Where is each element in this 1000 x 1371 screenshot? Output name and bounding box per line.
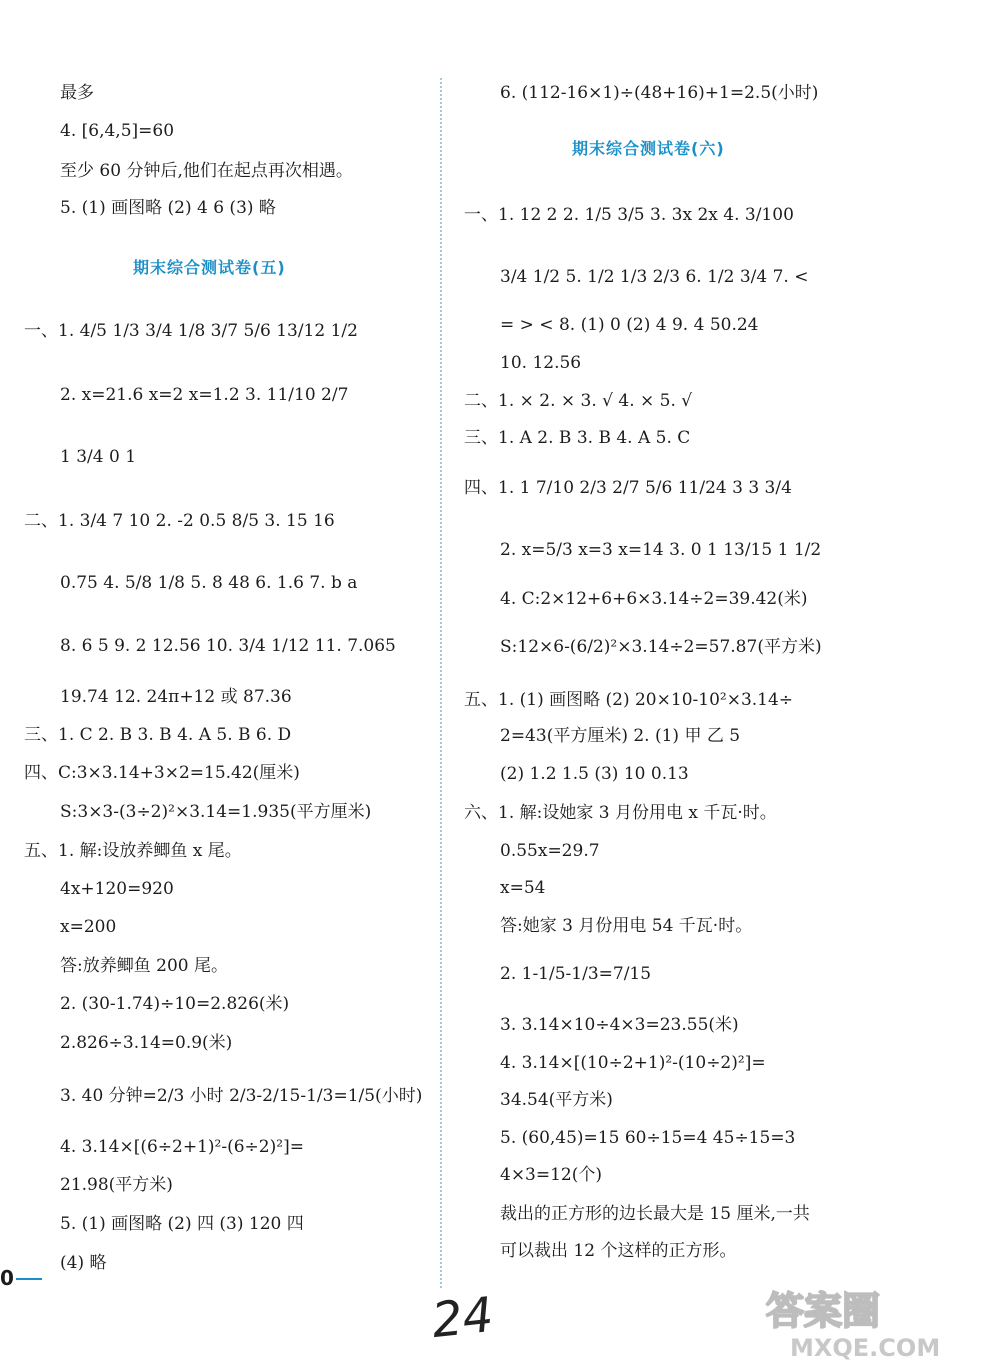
line: 19.74 12. 24π+12 或 87.36: [60, 687, 292, 707]
handwritten-page-number: 24: [429, 1286, 496, 1350]
line: 三、1. A 2. B 3. B 4. A 5. C: [464, 428, 691, 448]
line: 六、1. 解:设她家 3 月份用电 x 千瓦·时。: [464, 803, 777, 823]
line: 0.55x=29.7: [500, 841, 600, 861]
line: 3. 3.14×10÷4×3=23.55(米): [500, 1015, 739, 1035]
line: 4. [6,4,5]=60: [60, 121, 175, 141]
line: x=54: [500, 878, 546, 898]
line: 1 3/4 0 1: [60, 447, 137, 467]
line: 五、1. (1) 画图略 (2) 20×10-10²×3.14÷: [464, 690, 794, 710]
line: 2.826÷3.14=0.9(米): [60, 1033, 233, 1053]
line: x=200: [60, 917, 117, 937]
line: 五、1. 解:设放养鲫鱼 x 尾。: [24, 841, 242, 861]
line: (2) 1.2 1.5 (3) 10 0.13: [500, 764, 689, 784]
line: 3. 40 分钟=2/3 小时 2/3-2/15-1/3=1/5(小时): [60, 1086, 423, 1106]
line: 34.54(平方米): [500, 1090, 613, 1110]
watermark-top: 答案圈: [766, 1289, 881, 1333]
line: 21.98(平方米): [60, 1175, 173, 1195]
line: S:3×3-(3÷2)²×3.14=1.935(平方厘米): [60, 802, 372, 822]
column-divider: [440, 78, 442, 1288]
line: 2. (30-1.74)÷10=2.826(米): [60, 994, 290, 1014]
line: 4×3=12(个): [500, 1165, 603, 1185]
page-rule: [16, 1278, 42, 1280]
line: 可以裁出 12 个这样的正方形。: [500, 1241, 737, 1261]
line: S:12×6-(6/2)²×3.14÷2=57.87(平方米): [500, 637, 822, 657]
section-title-6: 期末综合测试卷(六): [572, 139, 725, 158]
line: 2. x=21.6 x=2 x=1.2 3. 11/10 2/7: [60, 385, 349, 405]
line: 二、1. 3/4 7 10 2. -2 0.5 8/5 3. 15 16: [24, 511, 335, 531]
line: 5. (60,45)=15 60÷15=4 45÷15=3: [500, 1128, 796, 1148]
line: 一、1. 4/5 1/3 3/4 1/8 3/7 5/6 13/12 1/2: [24, 321, 358, 341]
line: 四、1. 1 7/10 2/3 2/7 5/6 11/24 3 3 3/4: [464, 478, 792, 498]
line: 0.75 4. 5/8 1/8 5. 8 48 6. 1.6 7. b a: [60, 573, 358, 593]
line: 最多: [60, 83, 94, 103]
line: 四、C:3×3.14+3×2=15.42(厘米): [24, 763, 300, 783]
line: 3/4 1/2 5. 1/2 1/3 2/3 6. 1/2 3/4 7. <: [500, 267, 809, 287]
line: 裁出的正方形的边长最大是 15 厘米,一共: [500, 1204, 810, 1224]
watermark-logo: [760, 1284, 982, 1362]
line: 5. (1) 画图略 (2) 4 6 (3) 略: [60, 198, 276, 218]
line: 2. x=5/3 x=3 x=14 3. 0 1 13/15 1 1/2: [500, 540, 822, 560]
watermark-bottom: MXQE.COM: [790, 1334, 941, 1362]
line: 6. (112-16×1)÷(48+16)+1=2.5(小时): [500, 83, 819, 103]
line: 10. 12.56: [500, 353, 582, 373]
page-mark: 0: [0, 1266, 14, 1290]
line: = > < 8. (1) 0 (2) 4 9. 4 50.24: [500, 315, 759, 335]
line: (4) 略: [60, 1253, 107, 1273]
line: 4x+120=920: [60, 879, 174, 899]
line: 三、1. C 2. B 3. B 4. A 5. B 6. D: [24, 725, 292, 745]
line: 答:放养鲫鱼 200 尾。: [60, 956, 228, 976]
line: 2. 1-1/5-1/3=7/15: [500, 964, 652, 984]
line: 二、1. × 2. × 3. √ 4. × 5. √: [464, 391, 693, 411]
line: 至少 60 分钟后,他们在起点再次相遇。: [60, 161, 353, 181]
line: 一、1. 12 2 2. 1/5 3/5 3. 3x 2x 4. 3/100: [464, 205, 794, 225]
line: 5. (1) 画图略 (2) 四 (3) 120 四: [60, 1214, 304, 1234]
line: 4. C:2×12+6+6×3.14÷2=39.42(米): [500, 589, 808, 609]
line: 8. 6 5 9. 2 12.56 10. 3/4 1/12 11. 7.065: [60, 636, 396, 656]
line: 4. 3.14×[(10÷2+1)²-(10÷2)²]=: [500, 1053, 766, 1073]
line: 4. 3.14×[(6÷2+1)²-(6÷2)²]=: [60, 1137, 304, 1157]
line: 答:她家 3 月份用电 54 千瓦·时。: [500, 916, 753, 936]
line: 2=43(平方厘米) 2. (1) 甲 乙 5: [500, 726, 741, 746]
section-title-5: 期末综合测试卷(五): [133, 258, 286, 277]
